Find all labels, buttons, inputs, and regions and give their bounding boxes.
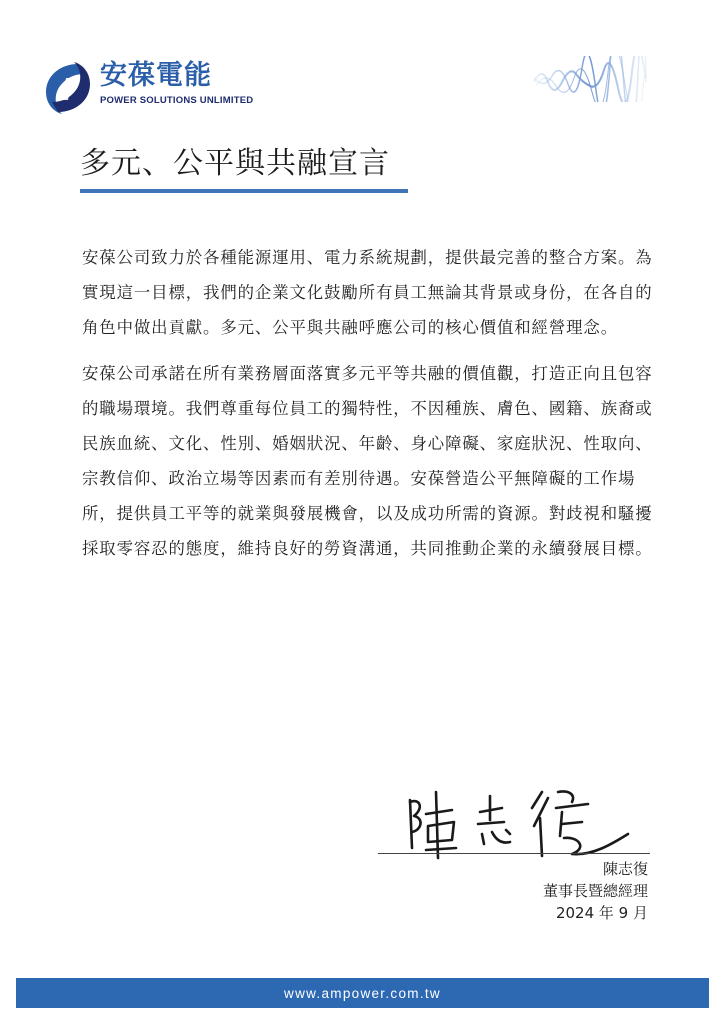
- logo-english-tagline: POWER SOLUTIONS UNLIMITED: [100, 95, 254, 106]
- signatory-name: 陳志復: [602, 860, 648, 878]
- footer-website-link[interactable]: www.ampower.com.tw: [284, 985, 441, 1001]
- footer-bar: [16, 978, 709, 1008]
- signatory-position: 董事長暨總經理: [542, 882, 648, 900]
- handwritten-signature: [392, 778, 640, 864]
- company-logo-text: [100, 60, 253, 107]
- signature-line: [378, 853, 650, 854]
- logo-chinese-name: 安葆電能: [100, 60, 212, 91]
- document-body: [82, 240, 662, 577]
- title-underline: [80, 189, 408, 193]
- wave-graphic-icon: [532, 56, 648, 102]
- paragraph-1: 安葆公司致力於各種能源運用、電力系統規劃，提供最完善的整合方案。為實現這一目標，我們的企業文化鼓勵所有員工無論其背景或身份，在各自的角色中做出貢獻。多元、公平與共融呼應公司的核心價值和經營理念。: [82, 248, 653, 337]
- company-logo-icon: [42, 60, 94, 116]
- signatory-block: [543, 858, 648, 924]
- page-title: 多元、公平與共融宣言: [80, 146, 390, 181]
- document-date: 2024 年 9 月: [555, 904, 648, 922]
- paragraph-2: 安葆公司承諾在所有業務層面落實多元平等共融的價值觀，打造正向且包容的職場環境。我們尊重每位員工的獨特性，不因種族、膚色、國籍、族裔或民族血統、文化、性別、婚姻狀況、年齡、身心障礙、家庭狀況、性取向、宗教信仰、政治立場等因素而有差別待遇。安葆營造公平無障礙的工作場所，提供員工平等的就業與發展機會，以及成功所需的資源。對歧視和騷擾採取零容忍的態度，維持良好的勞資溝通，共同推動企業的永續發展目標。: [82, 364, 653, 558]
